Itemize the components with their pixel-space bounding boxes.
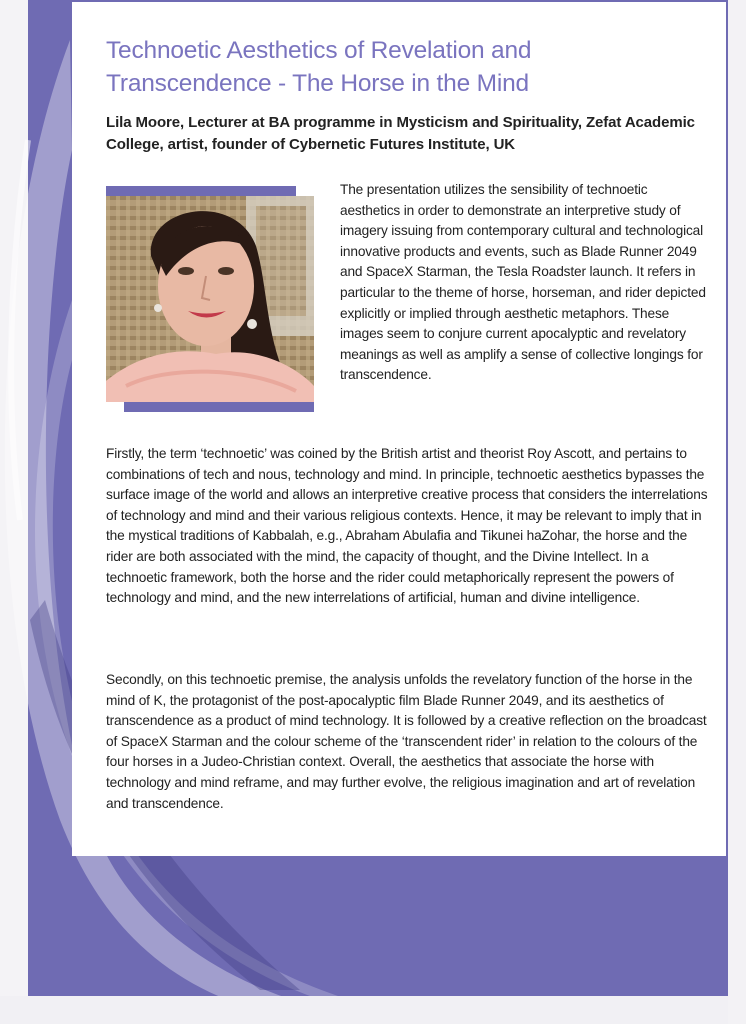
page-bottom-edge xyxy=(0,996,746,1024)
page-right-edge xyxy=(728,0,746,1024)
intro-paragraph: The presentation utilizes the sensibility of technoetic aesthetics in order to demonstrate an interpretive study of imagery issuing from contemporary cultural and technological innovative products and events, such as Blade Runner 2049 and SpaceX Starman, the Tesla Roadster launch. It refers in particular to the theme of horse, horseman, and rider depicted explicitly or implied through aesthetic metaphors. These images seem to conjure current apocalyptic and revelatory meanings as well as amplify a sense of collective longings for transcendence. xyxy=(340,182,706,383)
body-paragraph-2: Secondly, on this technoetic premise, the analysis unfolds the revelatory function of the horse in the mind of K, the protagonist of the post-apocalyptic film Blade Runner 2049, and its aesthetics of transcendence as a product of mind technology. It is followed by a creative reflection on the broadcast of SpaceX Starman and the colour scheme of the ‘transcendent rider’ in relation to the colours of the four horses in a Judeo-Christian context. Overall, the aesthetics that associate the horse with technology and mind reframe, and may further evolve, the religious imagination and art of revelation and transcendence. xyxy=(106,672,707,811)
photo-frame-top xyxy=(106,186,296,196)
body-paragraph-1: Firstly, the term ‘technoetic’ was coined by the British artist and theorist Roy Ascott, and pertains to combinations of tech and nous, technology and mind. In principle, technoetic aesthetics bypasses the surface image of the world and allows an interpretive creative process that considers the interrelations of technology and mind and their various religious contexts. Hence, it may be relevant to imply that in the mystical traditions of Kabbalah, e.g., Abraham Abulafia and Tikunei haZohar, the horse and the rider are both associated with the mind, the capacity of thought, and the Divine Intellect. In a technoetic framework, both the horse and the rider could metaphorically represent the powers of technology and mind, and the new interrelations of artificial, human and divine intelligence. xyxy=(106,446,708,606)
page-title: Technoetic Aesthetics of Revelation and Transcendence - The Horse in the Mind xyxy=(106,37,532,97)
author-portrait xyxy=(106,196,314,402)
author-line: Lila Moore, Lecturer at BA programme in Mysticism and Spirituality, Zefat Academic College, artist, founder of Cybernetic Futures Institute, UK xyxy=(106,114,695,153)
